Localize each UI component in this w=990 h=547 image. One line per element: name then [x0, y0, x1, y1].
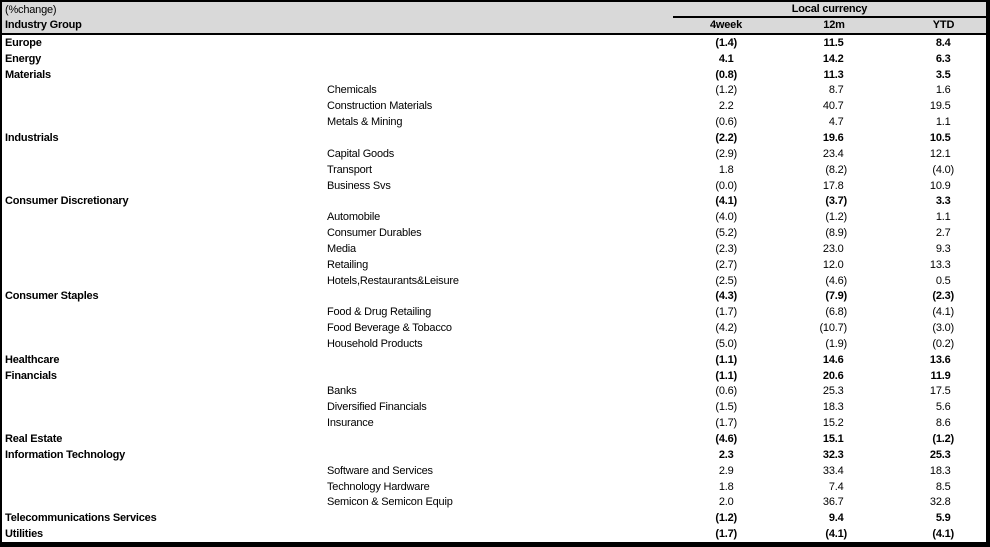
value-cell-ytd: 25.3	[929, 448, 951, 461]
value-cell-ytd: 5.9	[935, 512, 951, 525]
value-cell-12m: (8.2)	[825, 163, 847, 176]
value-cell-4week: 4.1	[718, 52, 734, 65]
value-cell-ytd: 10.9	[929, 179, 951, 192]
table-row	[2, 273, 986, 289]
industry-group-header: Industry Group	[5, 19, 82, 31]
industry-label: Semicon & Semicon Equip	[327, 496, 453, 509]
table-row	[2, 257, 986, 273]
industry-label: Materials	[5, 68, 51, 81]
value-cell-4week: (2.5)	[715, 274, 737, 287]
industry-label: Media	[327, 242, 356, 255]
value-cell-12m: 20.6	[822, 369, 844, 382]
value-cell-4week: (2.9)	[715, 147, 737, 160]
table-row	[2, 320, 986, 336]
table-row	[2, 447, 986, 463]
industry-label: Consumer Durables	[327, 227, 422, 240]
table-row	[2, 289, 986, 305]
table-row	[2, 35, 986, 51]
value-cell-ytd: 3.3	[935, 195, 951, 208]
value-cell-12m: 11.3	[823, 68, 844, 81]
industry-label: Telecommunications Services	[5, 512, 157, 525]
value-cell-12m: 40.7	[822, 100, 844, 113]
table-row	[2, 479, 986, 495]
value-cell-ytd: 13.3	[929, 258, 951, 271]
industry-label: Technology Hardware	[327, 480, 430, 493]
value-cell-12m: 15.1	[822, 433, 844, 446]
table-row	[2, 431, 986, 447]
value-cell-4week: (0.0)	[715, 179, 737, 192]
value-cell-4week: (0.6)	[715, 385, 737, 398]
percent-change-note: (%change)	[5, 4, 57, 16]
table-row	[2, 368, 986, 384]
value-cell-4week: (4.1)	[715, 195, 737, 208]
value-cell-ytd: 1.1	[935, 116, 951, 129]
value-cell-12m: 9.4	[828, 512, 844, 525]
value-cell-ytd: (3.0)	[932, 322, 954, 335]
value-cell-4week: (5.0)	[715, 337, 737, 350]
header-right-block	[673, 2, 986, 33]
industry-label: Real Estate	[5, 433, 63, 446]
value-cell-4week: 2.3	[718, 448, 734, 461]
value-cell-4week: (1.2)	[715, 512, 737, 525]
table-row	[2, 526, 986, 542]
value-cell-ytd: (1.2)	[932, 433, 954, 446]
value-cell-ytd: 8.6	[935, 417, 951, 430]
value-cell-ytd: 8.5	[935, 480, 951, 493]
value-cell-ytd: (4.1)	[932, 528, 954, 541]
industry-label: Europe	[5, 36, 42, 49]
value-cell-ytd: 6.3	[935, 52, 951, 65]
industry-label: Automobile	[327, 211, 381, 224]
industry-label: Utilities	[5, 528, 43, 541]
table-row	[2, 51, 986, 67]
value-cell-12m: (7.9)	[825, 290, 847, 303]
value-cell-12m: (10.7)	[819, 322, 847, 335]
table-header	[2, 2, 986, 35]
table-row	[2, 146, 986, 162]
value-cell-12m: 11.5	[823, 36, 844, 49]
value-cell-ytd: 13.6	[929, 353, 951, 366]
value-cell-12m: 25.3	[822, 385, 844, 398]
industry-label: Business Svs	[327, 179, 391, 192]
value-cell-ytd: (0.2)	[932, 337, 954, 350]
value-cell-ytd: (4.0)	[932, 163, 954, 176]
value-cell-ytd: 5.6	[935, 401, 951, 414]
industry-label: Hotels,Restaurants&Leisure	[327, 274, 459, 287]
value-cell-ytd: 32.8	[929, 496, 951, 509]
column-header-12m: 12m	[823, 19, 845, 31]
industry-label: Retailing	[327, 258, 369, 271]
value-cell-12m: (1.2)	[825, 211, 847, 224]
table-row	[2, 399, 986, 415]
industry-label: Consumer Discretionary	[5, 195, 129, 208]
table-row	[2, 114, 986, 130]
value-cell-4week: 2.9	[718, 464, 734, 477]
value-cell-4week: (1.7)	[715, 306, 737, 319]
value-cell-ytd: 1.1	[935, 211, 951, 224]
industry-label: Capital Goods	[327, 147, 395, 160]
table-body	[2, 35, 986, 542]
value-cell-12m: 32.3	[822, 448, 844, 461]
value-cell-ytd: (2.3)	[932, 290, 954, 303]
value-cell-12m: 7.4	[828, 480, 844, 493]
industry-label: Healthcare	[5, 353, 60, 366]
industry-label: Banks	[327, 385, 357, 398]
header-left-block	[2, 2, 673, 33]
table-row	[2, 209, 986, 225]
table-row	[2, 241, 986, 257]
value-cell-4week: (1.5)	[715, 401, 737, 414]
value-cell-4week: (1.1)	[715, 369, 737, 382]
value-cell-12m: 19.6	[822, 131, 844, 144]
industry-label: Metals & Mining	[327, 116, 403, 129]
value-cell-12m: (3.7)	[825, 195, 847, 208]
industry-label: Energy	[5, 52, 42, 65]
industry-label: Consumer Staples	[5, 290, 99, 303]
value-cell-4week: (5.2)	[715, 227, 737, 240]
value-cell-ytd: 12.1	[929, 147, 951, 160]
industry-label: Chemicals	[327, 84, 377, 97]
value-cell-4week: (4.6)	[715, 433, 737, 446]
value-cell-4week: (0.6)	[715, 116, 737, 129]
industry-label: Information Technology	[5, 448, 126, 461]
value-cell-4week: (4.3)	[715, 290, 737, 303]
value-cell-12m: 23.4	[822, 147, 844, 160]
column-header-4week: 4week	[709, 19, 743, 31]
value-cell-ytd: 1.6	[935, 84, 951, 97]
value-cell-4week: (1.4)	[715, 36, 737, 49]
value-cell-12m: 15.2	[822, 417, 844, 430]
value-cell-12m: 23.0	[822, 242, 844, 255]
value-cell-ytd: 9.3	[935, 242, 951, 255]
value-cell-ytd: (4.1)	[932, 306, 954, 319]
value-cell-12m: 12.0	[822, 258, 844, 271]
table-row	[2, 67, 986, 83]
industry-label: Insurance	[327, 417, 374, 430]
table-row	[2, 98, 986, 114]
value-cell-ytd: 8.4	[935, 36, 951, 49]
table-row	[2, 304, 986, 320]
table-row	[2, 510, 986, 526]
value-cell-4week: 2.0	[718, 496, 734, 509]
industry-label: Food Beverage & Tobacco	[327, 322, 452, 335]
value-cell-12m: 18.3	[822, 401, 844, 414]
local-currency-header: Local currency	[673, 2, 986, 18]
value-cell-ytd: 18.3	[929, 464, 951, 477]
industry-label: Software and Services	[327, 464, 433, 477]
industry-label: Household Products	[327, 337, 423, 350]
value-cell-12m: (1.9)	[825, 337, 847, 350]
table-row	[2, 130, 986, 146]
industry-label: Construction Materials	[327, 100, 433, 113]
table-row	[2, 178, 986, 194]
value-cell-12m: 14.2	[822, 52, 844, 65]
table-row	[2, 162, 986, 178]
table-row	[2, 415, 986, 431]
value-cell-ytd: 11.9	[930, 369, 951, 382]
value-cell-4week: (2.2)	[715, 131, 737, 144]
table-row	[2, 352, 986, 368]
value-cell-4week: (4.0)	[715, 211, 737, 224]
value-cell-12m: 4.7	[828, 116, 844, 129]
value-cell-12m: 14.6	[822, 353, 844, 366]
value-cell-12m: 36.7	[822, 496, 844, 509]
value-cell-12m: (4.1)	[825, 528, 847, 541]
table-row	[2, 494, 986, 510]
value-cell-4week: (4.2)	[715, 322, 737, 335]
value-cell-12m: (6.8)	[825, 306, 847, 319]
table-row	[2, 225, 986, 241]
column-headers-row	[673, 18, 986, 33]
table-row	[2, 463, 986, 479]
value-cell-12m: 8.7	[828, 84, 844, 97]
table-row	[2, 336, 986, 352]
column-header-ytd: YTD	[932, 19, 955, 31]
value-cell-ytd: 2.7	[935, 227, 951, 240]
value-cell-ytd: 0.5	[935, 274, 951, 287]
value-cell-4week: 2.2	[718, 100, 734, 113]
table-row	[2, 83, 986, 99]
value-cell-4week: (1.7)	[715, 417, 737, 430]
value-cell-4week: (1.1)	[715, 353, 737, 366]
value-cell-4week: 1.8	[718, 480, 734, 493]
value-cell-4week: (0.8)	[715, 68, 737, 81]
value-cell-12m: (8.9)	[825, 227, 847, 240]
value-cell-4week: 1.8	[718, 163, 734, 176]
value-cell-ytd: 19.5	[929, 100, 951, 113]
industry-label: Diversified Financials	[327, 401, 427, 414]
value-cell-ytd: 3.5	[935, 68, 951, 81]
industry-label: Food & Drug Retailing	[327, 306, 432, 319]
value-cell-4week: (1.7)	[715, 528, 737, 541]
value-cell-4week: (2.3)	[715, 242, 737, 255]
industry-label: Transport	[327, 163, 372, 176]
value-cell-4week: (2.7)	[715, 258, 737, 271]
value-cell-12m: 17.8	[822, 179, 844, 192]
value-cell-12m: 33.4	[822, 464, 844, 477]
value-cell-12m: (4.6)	[825, 274, 847, 287]
value-cell-4week: (1.2)	[715, 84, 737, 97]
industry-label: Industrials	[5, 131, 59, 144]
industry-label: Financials	[5, 369, 57, 382]
table-row	[2, 193, 986, 209]
value-cell-ytd: 10.5	[929, 131, 951, 144]
table-row	[2, 384, 986, 400]
value-cell-ytd: 17.5	[929, 385, 951, 398]
